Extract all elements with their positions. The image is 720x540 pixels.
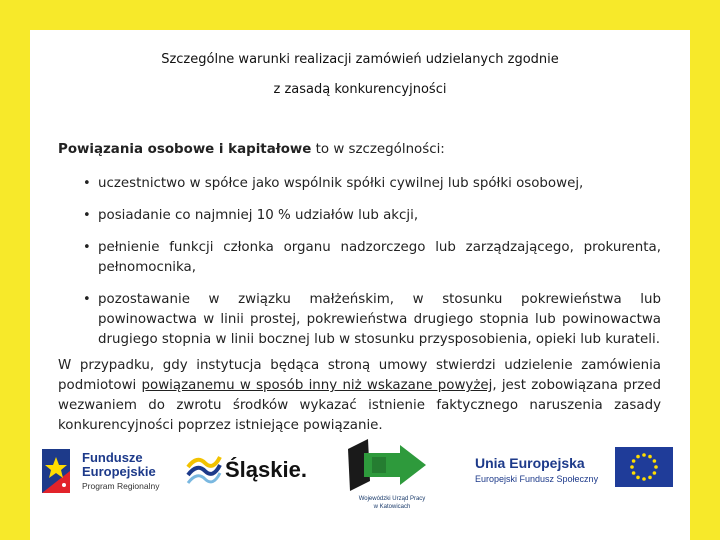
closing-underlined-text: powiązanemu w sposób inny niż wskazane powyżej <box>141 378 493 393</box>
unia-europejska-logo <box>475 447 685 502</box>
bullet-text: pozostawanie w związku małżeńskim, w stosunku pokrewieństwa lub powinowactwa w linii prostej, pokrewieństwa drugiego stopnia lub powinowactwa drugiego stopnia w linii bocznej lub w stosunku przysposobienia, opieki lub kurateli. <box>98 292 661 347</box>
slide <box>30 30 690 540</box>
wup-line-2: w Katowicach <box>373 504 411 510</box>
bullet-dot-icon: • <box>83 292 91 307</box>
slide-title-line-2: z zasadą konkurencyjności <box>273 82 447 97</box>
closing-text-part-2: , jest zobowiązana przed wezwaniem do zwrotu środków wykazać istnienie faktycznego naruszenia zasady konkurencyjności poprzez istniejące powiązanie. <box>58 378 661 433</box>
slide-title-line-1: Szczególne warunki realizacji zamówień udzielanych zgodnie <box>161 52 559 67</box>
wup-line-1: Wojewódzki Urząd Pracy <box>358 496 426 502</box>
fundusze-europejskie-logo <box>38 445 178 505</box>
fundusze-line-2: Europejskie <box>82 464 156 479</box>
bullet-item <box>58 206 661 226</box>
wup-katowice-logo <box>342 437 442 515</box>
fundusze-star-emblem-icon <box>38 445 78 501</box>
slaskie-wave-icon <box>185 449 223 489</box>
slide-content <box>58 140 661 436</box>
bullet-dot-icon: • <box>83 208 91 223</box>
bullet-item <box>58 290 661 350</box>
logo-bar <box>30 437 690 517</box>
intro-paragraph <box>58 140 661 160</box>
intro-bold-text: Powiązania osobowe i kapitałowe <box>58 142 312 157</box>
bullet-dot-icon: • <box>83 176 91 191</box>
slaskie-logo <box>185 449 315 499</box>
wup-arrow-icon <box>342 437 442 495</box>
bullet-text: pełnienie funkcji członka organu nadzorczego lub zarządzającego, prokurenta, pełnomocnika, <box>98 240 661 275</box>
eu-flag-icon <box>615 447 673 487</box>
bullet-item <box>58 174 661 194</box>
ue-line-2: Europejski Fundusz Społeczny <box>475 474 599 484</box>
fundusze-line-1: Fundusze <box>82 450 143 465</box>
bullet-text: posiadanie co najmniej 10 % udziałów lub akcji, <box>98 208 419 223</box>
bullet-list <box>58 174 661 350</box>
ue-line-1: Unia Europejska <box>475 455 585 471</box>
closing-paragraph <box>58 356 661 436</box>
closing-text-part-1: W przypadku, gdy instytucja będąca stroną umowy stwierdzi udzielenie zamówienia podmiotowi <box>58 358 661 393</box>
intro-rest-text: to w szczególności: <box>311 142 445 157</box>
bullet-dot-icon: • <box>83 240 91 255</box>
slaskie-text: Śląskie. <box>225 457 307 482</box>
bullet-text: uczestnictwo w spółce jako wspólnik spółki cywilnej lub spółki osobowej, <box>98 176 584 191</box>
bullet-item <box>58 238 661 278</box>
fundusze-line-3: Program Regionalny <box>82 481 160 491</box>
